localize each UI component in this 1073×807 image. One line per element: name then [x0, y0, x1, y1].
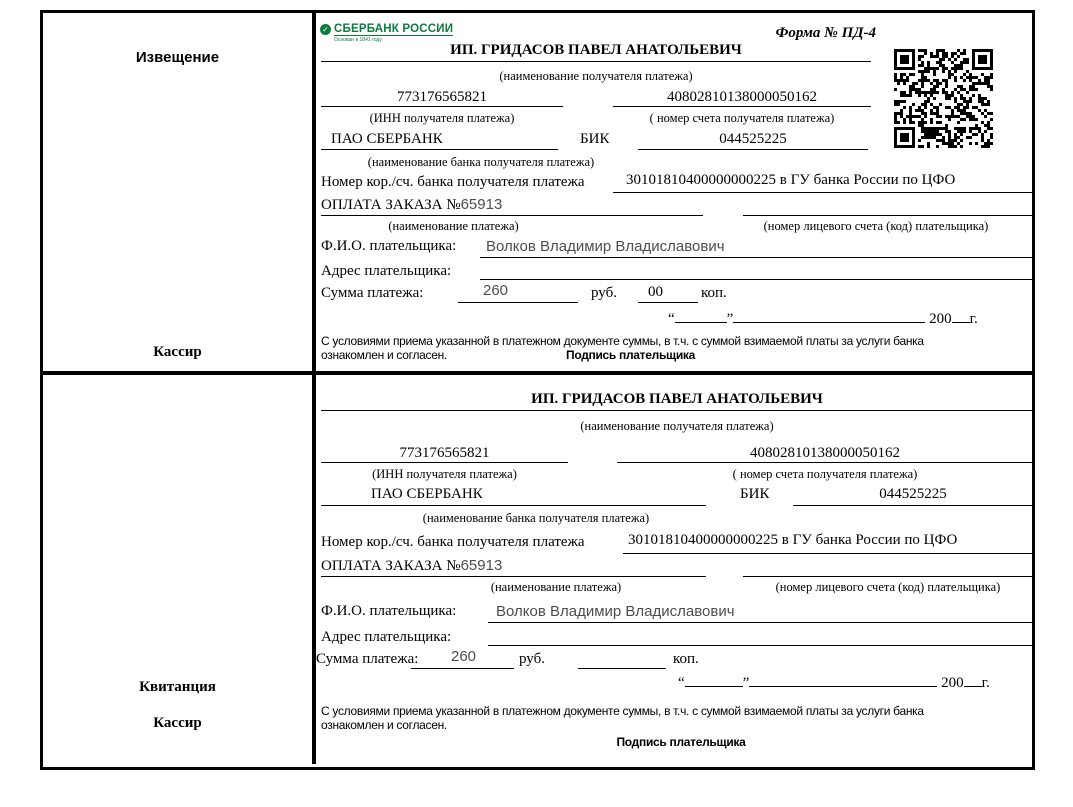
notice-form-cell [316, 13, 1032, 371]
account-caption: ( номер счета получателя платежа) [732, 467, 918, 481]
bank-name-line [321, 149, 558, 150]
bik-value: 044525225 [879, 486, 947, 502]
sberbank-logo-text: СБЕРБАНК РОССИИ [334, 22, 454, 35]
payment-name-line [321, 576, 706, 577]
payment-order-number: 65913 [460, 196, 503, 213]
notice-label: Извещение [135, 49, 220, 66]
date-line [668, 309, 978, 328]
signature-label-top: Подпись плательщика [566, 348, 696, 362]
sberbank-logo-tagline: Основан в 1841 году [334, 37, 382, 43]
payee-name-line [321, 410, 1033, 411]
payee-name-caption: (наименование получателя платежа) [580, 419, 774, 433]
receipt-form-cell [316, 375, 1032, 764]
receipt-section [43, 375, 1032, 764]
address-line [480, 279, 1033, 280]
notice-section [43, 13, 1032, 375]
bank-caption: (наименование банка получателя платежа) [367, 155, 595, 169]
sberbank-logo [320, 21, 453, 43]
address-label: Адрес плательщика: [321, 263, 452, 279]
date-close-quote: ” [726, 311, 734, 327]
payee-name: ИП. ГРИДАСОВ ПАВЕЛ АНАТОЛЬЕВИЧ [450, 42, 742, 58]
payee-inn: 773176565821 [397, 89, 487, 105]
fio-line [488, 622, 1033, 623]
rub-label: руб. [591, 285, 617, 301]
notice-left-cell [43, 13, 316, 371]
payment-caption: (наименование платежа) [388, 219, 519, 233]
bank-name-line [321, 505, 706, 506]
amount-label: Сумма платежа: [321, 285, 424, 301]
amount-rub-line [411, 668, 514, 669]
kop-label: коп. [673, 651, 699, 667]
payee-name: ИП. ГРИДАСОВ ПАВЕЛ АНАТОЛЬЕВИЧ [531, 391, 823, 407]
receipt-left-cell [43, 375, 316, 764]
amount-rub-line [458, 302, 578, 303]
bank-caption: (наименование банка получателя платежа) [422, 511, 650, 525]
date-month-line [749, 673, 937, 687]
bik-label: БИК [740, 486, 770, 502]
account-line [613, 106, 871, 107]
date-year-suffix: г. [969, 311, 978, 327]
amount-label: Сумма платежа: [316, 651, 419, 667]
qr-code [894, 49, 993, 148]
address-label: Адрес плательщика: [321, 629, 452, 645]
date-day-line [675, 309, 727, 323]
rub-label: руб. [519, 651, 545, 667]
bik-label: БИК [580, 131, 610, 147]
receipt-label: Квитанция [139, 679, 216, 695]
amount-kop-value: 00 [648, 284, 663, 300]
payee-inn: 773176565821 [399, 445, 490, 461]
date-year-suffix: г. [981, 675, 990, 691]
personal-account-line [743, 576, 1033, 577]
amount-kop-line [638, 302, 698, 303]
payee-bank-name: ПАО СБЕРБАНК [331, 131, 443, 147]
personal-caption: (номер лицевого счета (код) плательщика) [775, 580, 1001, 594]
form-number: Форма № ПД-4 [775, 25, 876, 41]
agreement-line1: С условиями приема указанной в платежном документе суммы, в т.ч. с суммой взимаемой платы за услуги банка [321, 334, 924, 348]
amount-rub-value: 260 [483, 282, 509, 299]
payment-name-line [321, 215, 703, 216]
inn-line [321, 106, 563, 107]
bik-line [793, 505, 1033, 506]
payment-order-number: 65913 [460, 557, 503, 574]
agreement-line1: С условиями приема указанной в платежном документе суммы, в т.ч. с суммой взимаемой платы за услуги банка [321, 704, 924, 718]
kop-label: коп. [701, 285, 727, 301]
payee-name-line [321, 61, 871, 62]
fio-value: Волков Владимир Владиславович [486, 238, 725, 255]
payment-name [321, 558, 502, 575]
payment-name [321, 197, 502, 214]
inn-line [321, 462, 568, 463]
payment-name-label: ОПЛАТА ЗАКАЗА № [321, 558, 461, 574]
corr-label: Номер кор./сч. банка получателя платежа [321, 174, 585, 190]
inn-caption: (ИНН получателя платежа) [372, 467, 517, 481]
date-close-quote: ” [742, 675, 750, 691]
payment-name-label: ОПЛАТА ЗАКАЗА № [321, 197, 461, 213]
date-line [678, 673, 990, 692]
corr-line [613, 192, 1033, 193]
date-day-line [685, 673, 743, 687]
personal-account-line [743, 215, 1033, 216]
date-year-prefix: 200 [929, 311, 952, 327]
personal-caption: (номер лицевого счета (код) плательщика) [763, 219, 989, 233]
account-caption: ( номер счета получателя платежа) [649, 111, 835, 125]
form-table [40, 10, 1035, 770]
date-month-line [733, 309, 925, 323]
payment-caption: (наименование платежа) [490, 580, 622, 594]
payee-account: 40802810138000050162 [667, 89, 817, 105]
fio-value: Волков Владимир Владиславович [496, 603, 735, 620]
payee-bank-name: ПАО СБЕРБАНК [371, 486, 483, 502]
inn-caption: (ИНН получателя платежа) [369, 111, 515, 125]
cashier-label-bottom: Кассир [153, 715, 202, 731]
signature-label-bottom: Подпись плательщика [616, 735, 746, 749]
cashier-label-top: Кассир [153, 344, 202, 360]
bik-value: 044525225 [719, 131, 787, 147]
amount-kop-line [578, 668, 666, 669]
date-year-line [964, 673, 982, 687]
fio-line [480, 257, 1033, 258]
bik-line [638, 149, 868, 150]
date-year-line [952, 309, 970, 323]
corr-value: 30101810400000000225 в ГУ банка России по ЦФО [628, 532, 958, 548]
agreement-line2: ознакомлен и согласен. [321, 718, 447, 732]
date-year-prefix: 200 [941, 675, 964, 691]
fio-label: Ф.И.О. плательщика: [321, 238, 457, 254]
date-open-quote: “ [678, 675, 685, 691]
amount-rub-value: 260 [451, 648, 477, 665]
fio-label: Ф.И.О. плательщика: [321, 603, 457, 619]
account-line [617, 462, 1033, 463]
payee-account: 40802810138000050162 [750, 445, 900, 461]
corr-value: 30101810400000000225 в ГУ банка России по ЦФО [626, 172, 956, 188]
payee-name-caption: (наименование получателя платежа) [499, 69, 693, 83]
address-line [488, 645, 1033, 646]
corr-label: Номер кор./сч. банка получателя платежа [321, 534, 585, 550]
sberbank-logo-icon: ✓ [320, 24, 331, 35]
corr-line [623, 553, 1033, 554]
agreement-line2: ознакомлен и согласен. [321, 348, 447, 362]
date-open-quote: “ [668, 311, 675, 327]
